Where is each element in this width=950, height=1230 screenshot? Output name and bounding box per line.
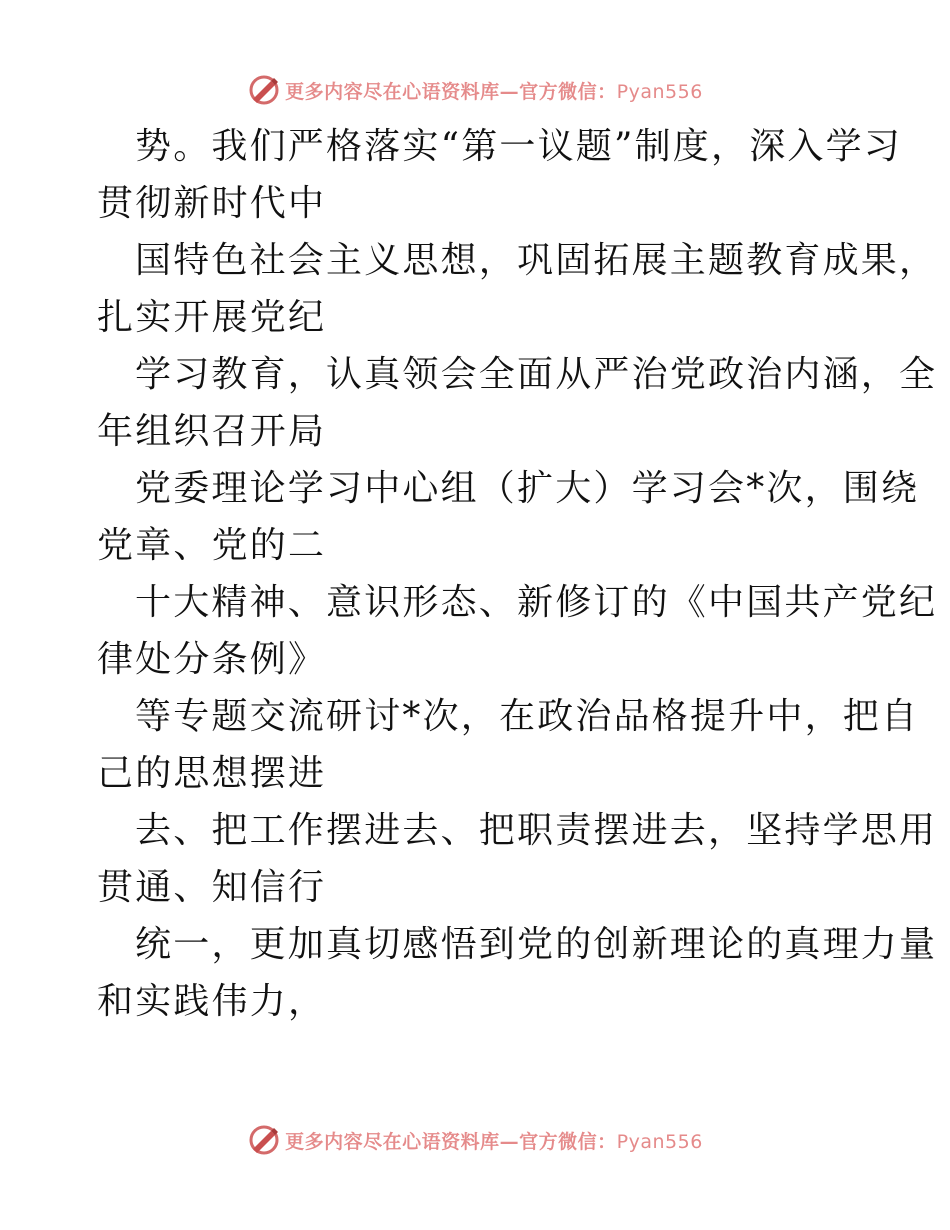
paragraph-line: 十大精神、意识形态、新修订的《中国共产党纪 (135, 582, 938, 623)
paragraph (97, 916, 938, 1030)
paragraph (97, 802, 938, 916)
watermark-label: 更多内容尽在心语资料库—官方微信： (285, 1130, 617, 1153)
footer-watermark (0, 1120, 950, 1160)
watermark-text (285, 1127, 703, 1154)
pen-logo-icon (247, 73, 281, 107)
watermark-handle: Pyan556 (616, 80, 703, 103)
paragraph-line: 律处分条例》 (97, 639, 327, 680)
paragraph-line: 贯彻新时代中 (97, 183, 327, 224)
paragraph (97, 346, 938, 460)
paragraph-line: 党委理论学习中心组（扩大）学习会*次，围绕 (135, 468, 920, 509)
watermark-text (285, 77, 703, 104)
paragraph-line: 年组织召开局 (97, 411, 327, 452)
pen-logo-icon (247, 1123, 281, 1157)
document-body (97, 118, 938, 1030)
paragraph (97, 460, 920, 574)
paragraph-line: 贯通、知信行 (97, 867, 327, 908)
paragraph-line: 势。我们严格落实“第一议题”制度，深入学习 (135, 126, 903, 167)
watermark-handle: Pyan556 (616, 1130, 703, 1153)
paragraph-line: 国特色社会主义思想，巩固拓展主题教育成果， (135, 240, 938, 281)
paragraph-line: 统一，更加真切感悟到党的创新理论的真理力量 (135, 924, 938, 965)
paragraph-line: 扎实开展党纪 (97, 297, 327, 338)
paragraph-line: 和实践伟力， (97, 981, 327, 1022)
watermark-label: 更多内容尽在心语资料库—官方微信： (285, 80, 617, 103)
paragraph (97, 574, 938, 688)
paragraph-line: 党章、党的二 (97, 525, 327, 566)
paragraph-line: 己的思想摆进 (97, 753, 327, 794)
paragraph-line: 等专题交流研讨*次，在政治品格提升中，把自 (135, 696, 920, 737)
header-watermark (0, 70, 950, 110)
paragraph (97, 232, 938, 346)
paragraph-line: 去、把工作摆进去、把职责摆进去，坚持学思用 (135, 810, 938, 851)
paragraph (97, 688, 920, 802)
paragraph (97, 118, 903, 232)
paragraph-line: 学习教育，认真领会全面从严治党政治内涵，全 (135, 354, 938, 395)
